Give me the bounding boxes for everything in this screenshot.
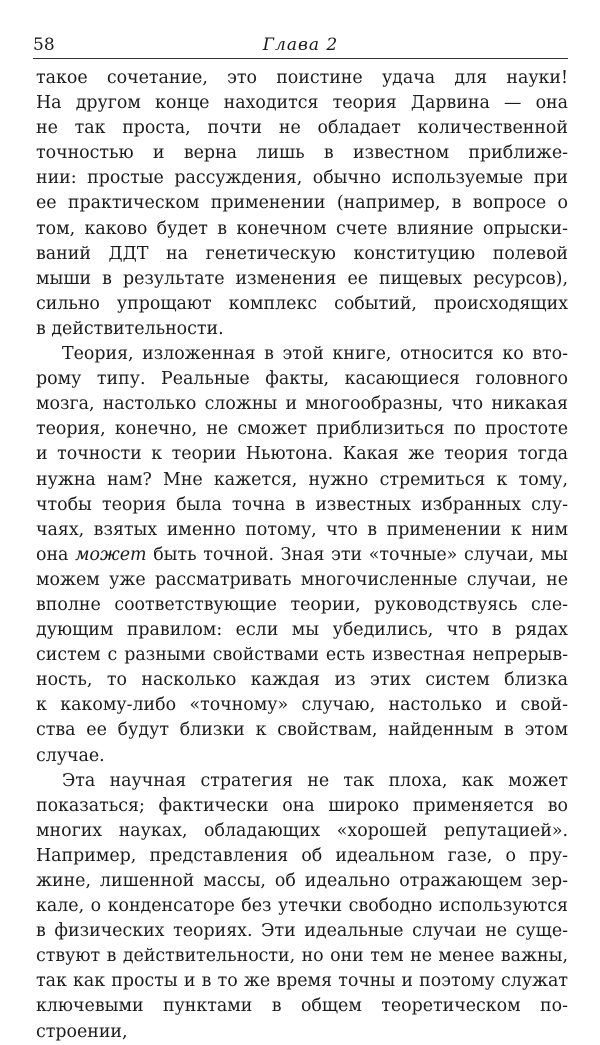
text-line: так как просты и в то же время точны и поэтому служат xyxy=(36,971,568,992)
text-line: случае. xyxy=(36,745,105,766)
text-line: ность, то насколько каждая из этих систем близка xyxy=(36,670,568,691)
text-line-with-emphasis xyxy=(36,543,568,568)
text-line: мозга, настолько сложны и многообразны, что никакая xyxy=(36,394,568,415)
page-number: 58 xyxy=(33,35,55,55)
text-line: теория, конечно, не сможет приблизиться по простоте xyxy=(36,419,568,440)
text-line: рому типу. Реальные факты, касающиеся головного xyxy=(36,369,568,390)
text-line: ключевыми пунктами в общем теоретическом по- xyxy=(36,996,568,1017)
text-line: и точности к теории Ньютона. Какая же теория тогда xyxy=(36,444,568,465)
paragraph-2 xyxy=(36,342,568,769)
text-line: нии: простые рассуждения, обычно используемые при xyxy=(36,168,568,189)
text-fragment: быть точной. Зная эти «точные» случаи, мы xyxy=(146,544,568,565)
text-line: сильно упрощают комплекс событий, происходящих xyxy=(36,293,568,314)
running-title: Глава 2 xyxy=(262,35,339,55)
text-line: в действительности. xyxy=(36,318,224,339)
text-line: такое сочетание, это поистине удача для науки! xyxy=(36,68,568,88)
text-line: дующим правилом: если мы убедились, что в рядах xyxy=(36,620,568,641)
text-line: можем уже рассматривать многочисленные случаи, не xyxy=(36,569,568,590)
text-line: Например, представления об идеальном газе, о пру- xyxy=(36,845,568,866)
text-line: ства ее будут близки к свойствам, найденным в этом xyxy=(36,720,568,741)
header-rule xyxy=(33,58,568,59)
text-line: к какому-либо «точному» случаю, настолько и свой- xyxy=(36,695,568,716)
text-line: в физических теориях. Эти идеальные случаи не суще- xyxy=(36,921,568,942)
text-line: Теория, изложенная в этой книге, относится ко вто- xyxy=(62,344,568,365)
text-line: вполне соответствующие теории, руководствуясь сле- xyxy=(36,594,568,615)
text-line: систем с разными свойствами есть известная непрерыв- xyxy=(36,645,568,666)
text-line: чтобы теория была точна в известных избранных слу- xyxy=(36,494,568,515)
text-line: том, каково будет в конечном счете влияние опрыски- xyxy=(36,218,568,239)
text-line: жине, лишенной массы, об идеально отражающем зер- xyxy=(36,871,568,891)
text-line: точностью и верна лишь в известном приближе- xyxy=(36,143,568,164)
text-line: ее практическом применении (например, в вопросе о xyxy=(36,193,568,214)
text-line: нужна нам? Мне кажется, нужно стремиться к тому, xyxy=(36,469,568,490)
body-text xyxy=(36,66,568,1045)
text-line: мыши в результате изменения ее пищевых ресурсов), xyxy=(36,268,568,289)
text-line: строении, xyxy=(36,1021,128,1042)
text-line: многих науках, обладающих «хорошей репутацией». xyxy=(36,820,568,841)
text-line: ваний ДДТ на генетическую конституцию полевой xyxy=(36,243,568,264)
text-fragment: она xyxy=(36,544,76,565)
text-line: показаться; фактически она широко применяется во xyxy=(36,795,568,816)
text-line: кале, о конденсаторе без утечки свободно используются xyxy=(36,896,568,917)
text-line: ствуют в действительности, но они тем не менее важны, xyxy=(36,946,568,967)
paragraph-3 xyxy=(36,769,568,1045)
emphasis-text: может xyxy=(75,544,147,565)
text-line: чаях, взятых именно потому, что в применении к ним xyxy=(36,519,568,540)
text-line: На другом конце находится теория Дарвина — она xyxy=(36,93,568,114)
page-header xyxy=(33,34,568,56)
text-line: не так проста, почти не обладает количественной xyxy=(36,118,568,139)
paragraph-1 xyxy=(36,66,568,342)
text-line: Эта научная стратегия не так плоха, как может xyxy=(62,770,568,791)
